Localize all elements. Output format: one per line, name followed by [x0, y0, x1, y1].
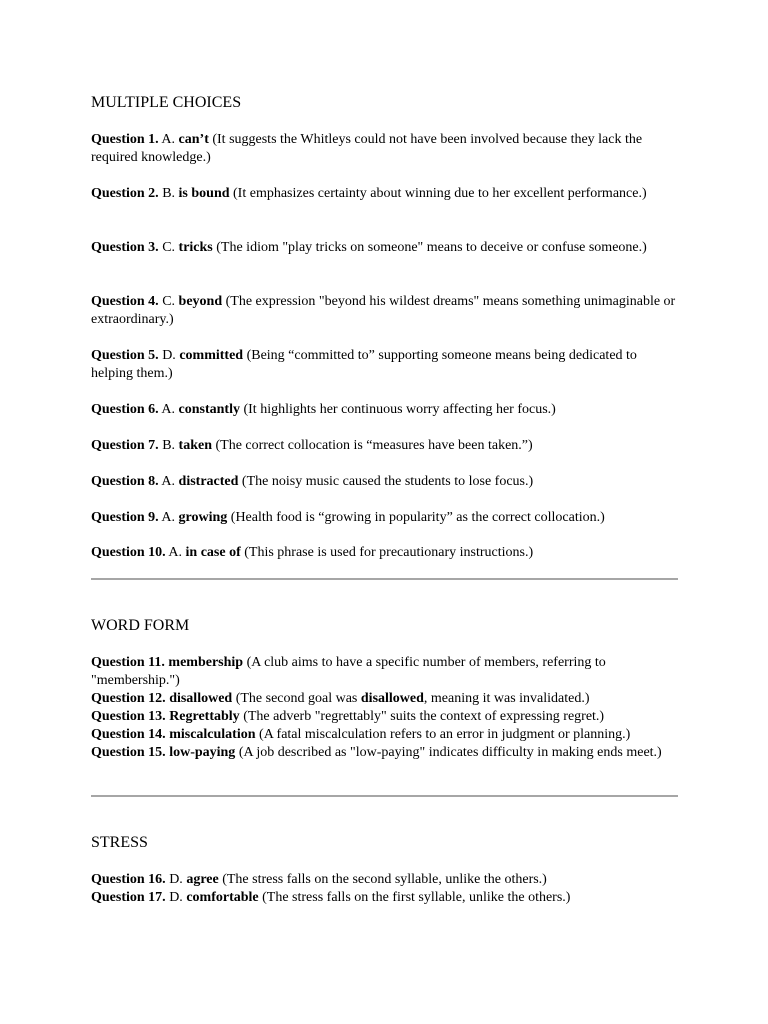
explanation: (A job described as "low-paying" indicates difficulty in making ends meet.) — [235, 745, 662, 760]
answer-word: miscalculation — [165, 727, 256, 742]
choice-letter: A. — [158, 402, 179, 417]
explanation: (The stress falls on the first syllable, unlike the others.) — [258, 890, 571, 905]
section-heading-word-form: WORD FORM — [91, 617, 190, 634]
section-heading-multiple-choices: MULTIPLE CHOICES — [91, 94, 242, 111]
answer-item-q9 — [91, 509, 681, 527]
answer-word: committed — [179, 348, 244, 363]
choice-letter: B. — [158, 186, 179, 201]
explanation: (The noisy music caused the students to lose focus.) — [238, 474, 534, 489]
explanation: (It suggests the Whitleys could not have been involved because they lack the required knowledge.) — [91, 132, 643, 165]
explanation: (The expression "beyond his wildest dreams" means something unimaginable or extraordinary.) — [91, 294, 676, 327]
question-label: Question 17. — [91, 890, 166, 905]
answer-item-q8 — [91, 473, 681, 491]
answer-word: taken — [178, 438, 212, 453]
explanation: (The correct collocation is “measures have been taken.”) — [211, 438, 533, 453]
explanation: (The adverb "regrettably" suits the context of expressing regret.) — [239, 709, 605, 724]
answer-item-q11 — [91, 654, 681, 690]
question-label: Question 4. — [91, 294, 159, 309]
choice-letter: A. — [158, 510, 179, 525]
answer-word: is bound — [178, 186, 230, 201]
choice-letter: A. — [158, 132, 179, 147]
answer-word: membership — [164, 655, 244, 670]
answer-item-q14 — [91, 726, 681, 744]
explanation: (The second goal was — [232, 691, 361, 706]
question-label: Question 2. — [91, 186, 159, 201]
question-label: Question 9. — [91, 510, 159, 525]
answer-word: in case of — [185, 545, 241, 560]
answer-item-q2 — [91, 185, 681, 203]
answer-item-q3 — [91, 239, 681, 257]
answer-item-q1 — [91, 131, 681, 167]
choice-letter: C. — [158, 240, 179, 255]
question-label: Question 3. — [91, 240, 159, 255]
question-label: Question 10. — [91, 545, 166, 560]
explanation: (Being “committed to” supporting someone means being dedicated to helping them.) — [91, 348, 637, 381]
section-divider — [91, 578, 678, 580]
explanation: (The stress falls on the second syllable, unlike the others.) — [218, 872, 547, 887]
explanation-end: , meaning it was invalidated.) — [423, 691, 590, 706]
answer-word: can’t — [178, 132, 209, 147]
answer-item-q7 — [91, 437, 681, 455]
answer-word: Regrettably — [165, 709, 240, 724]
explanation: (This phrase is used for precautionary instructions.) — [240, 545, 534, 560]
answer-word: low-paying — [165, 745, 236, 760]
question-label: Question 8. — [91, 474, 159, 489]
section-divider — [91, 795, 678, 797]
answer-word: distracted — [178, 474, 239, 489]
explanation: (A fatal miscalculation refers to an error in judgment or planning.) — [255, 727, 631, 742]
question-label: Question 15. — [91, 745, 166, 760]
answer-item-q5 — [91, 347, 681, 383]
question-label: Question 5. — [91, 348, 159, 363]
question-label: Question 6. — [91, 402, 159, 417]
answer-word: tricks — [178, 240, 213, 255]
answer-item-q15 — [91, 744, 681, 762]
explanation: (A club aims to have a specific number of members, referring to "membership.") — [91, 655, 606, 688]
choice-letter: D. — [165, 890, 187, 905]
answer-item-q10 — [91, 544, 681, 562]
answer-item-q6 — [91, 401, 681, 419]
answer-word: constantly — [178, 402, 240, 417]
choice-letter: C. — [158, 294, 179, 309]
answer-item-q4 — [91, 293, 681, 329]
choice-letter: B. — [158, 438, 179, 453]
answer-item-q12 — [91, 690, 681, 708]
choice-letter: D. — [165, 872, 187, 887]
question-label: Question 1. — [91, 132, 159, 147]
choice-letter: A. — [158, 474, 179, 489]
explanation: (Health food is “growing in popularity” as the correct collocation.) — [227, 510, 605, 525]
explanation: (The idiom "play tricks on someone" means to deceive or confuse someone.) — [212, 240, 647, 255]
section-heading-stress: STRESS — [91, 834, 148, 851]
choice-letter: A. — [165, 545, 186, 560]
answer-word: agree — [186, 872, 219, 887]
question-label: Question 11. — [91, 655, 165, 670]
answer-word: beyond — [178, 294, 223, 309]
choice-letter: D. — [158, 348, 180, 363]
question-label: Question 13. — [91, 709, 166, 724]
explanation: (It emphasizes certainty about winning due to her excellent performance.) — [229, 186, 647, 201]
answer-word: disallowed — [165, 691, 233, 706]
question-label: Question 16. — [91, 872, 166, 887]
question-label: Question 14. — [91, 727, 166, 742]
answer-item-q13 — [91, 708, 681, 726]
answer-item-q16 — [91, 871, 681, 889]
answer-word: comfortable — [186, 890, 259, 905]
answer-word: growing — [178, 510, 228, 525]
explanation: (It highlights her continuous worry affecting her focus.) — [239, 402, 556, 417]
emphasis-word: disallowed — [360, 691, 424, 706]
question-label: Question 7. — [91, 438, 159, 453]
question-label: Question 12. — [91, 691, 166, 706]
answer-item-q17 — [91, 889, 681, 907]
